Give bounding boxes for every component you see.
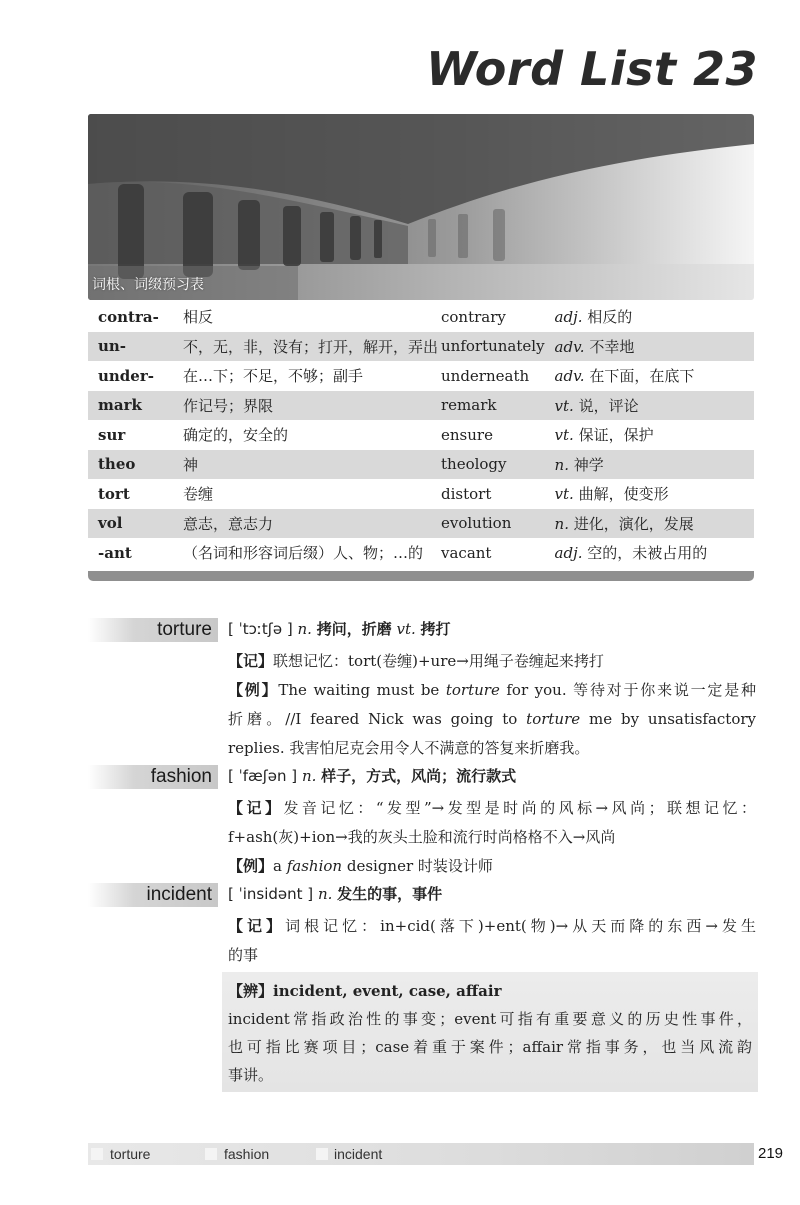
entry-incident-definition	[228, 881, 756, 907]
table-row	[88, 391, 754, 421]
example-text: for you. 等待对于你来说一定是种	[499, 681, 756, 699]
pos-label: vt.	[554, 485, 574, 504]
photo-caption: 词根、词缀预习表	[92, 277, 204, 293]
table-row	[88, 509, 754, 539]
table-row	[88, 302, 754, 332]
example-keyword: fashion	[286, 857, 343, 875]
example-word-cell: contrary	[441, 307, 506, 326]
example-keyword: torture	[445, 681, 500, 699]
tree-tunnel-image	[88, 114, 754, 300]
table-row	[88, 538, 754, 568]
meaning-cell: 不，无，非，没有；打开，解开，弄出	[173, 332, 439, 362]
pos-label: vt.	[554, 426, 574, 445]
example-word-cell: unfortunately	[439, 332, 545, 362]
pos-label: n.	[554, 514, 569, 533]
example-word-cell: underneath	[441, 366, 530, 385]
headword-band-fashion	[88, 765, 218, 789]
definition-text: 不幸地	[589, 337, 635, 356]
pronunciation: [ ˈinsidənt ]	[228, 885, 314, 903]
definition-text: 曲解，使变形	[578, 485, 669, 504]
memo-tag: 【记】	[228, 652, 274, 670]
meaning-cell: 相反	[183, 308, 214, 327]
example-word-cell: distort	[441, 484, 492, 503]
example-word-cell: remark	[439, 391, 545, 421]
root-cell: theo	[88, 450, 173, 480]
checkbox-icon	[91, 1148, 103, 1160]
table-row	[88, 450, 754, 480]
entry-fashion-memo-line-2	[228, 824, 756, 850]
pronunciation: [ ˈfæʃən ]	[228, 767, 298, 785]
entry-torture-definition	[228, 616, 756, 642]
table-row	[88, 479, 754, 509]
root-cell: contra-	[98, 307, 159, 326]
entry-torture-example-line-2	[228, 706, 756, 732]
meaning-cell: 卷缠	[183, 485, 214, 504]
definition-text: 空的，未被占用的	[587, 544, 708, 563]
checkbox-icon	[205, 1148, 217, 1160]
root-cell: vol	[88, 509, 173, 539]
definition-cell	[545, 509, 754, 539]
definition-cell	[545, 332, 754, 362]
footer-word: incident	[334, 1146, 383, 1162]
pronunciation: [ ˈtɔːtʃə ]	[228, 620, 293, 638]
definition-text: 神学	[573, 455, 604, 474]
memo-tag: 【记】	[228, 917, 286, 935]
table-bottom-bar	[88, 571, 754, 581]
entry-fashion-example	[228, 853, 756, 879]
example-word-cell: theology	[439, 450, 545, 480]
headword-fashion: fashion	[150, 766, 212, 787]
pos-label: n.	[317, 885, 333, 903]
definition-cell	[545, 538, 754, 568]
example-tag: 【例】	[228, 681, 279, 699]
example-text: a	[273, 857, 287, 875]
memo-text: f+ash(灰)+ion→我的灰头土脸和流行时尚格格不入→风尚	[228, 828, 616, 846]
definition-cell	[545, 479, 754, 509]
headword-incident: incident	[146, 884, 212, 905]
definition-text: 进化，演化，发展	[573, 514, 694, 533]
example-word-cell: evolution	[439, 509, 545, 539]
root-affix-table	[88, 302, 754, 568]
definition-text: 相反的	[587, 308, 633, 327]
meaning-cell: 作记号；界限	[173, 391, 439, 421]
memo-text: 的事	[228, 946, 259, 964]
entry-fashion-memo-line-1	[228, 795, 756, 821]
meaning-cell: 神	[173, 450, 439, 480]
pos-label: vt.	[396, 620, 416, 638]
table-row	[88, 361, 754, 391]
entry-torture-example-line-3	[228, 735, 756, 761]
headword-torture: torture	[157, 619, 212, 640]
definition-cell	[545, 420, 754, 450]
example-text: replies. 我害怕尼克会用令人不满意的答复来折磨我。	[228, 739, 590, 757]
example-text: me by unsatisfactory	[580, 710, 756, 728]
root-cell: mark	[88, 391, 173, 421]
page-number: 219	[758, 1145, 784, 1162]
memo-tag: 【记】	[228, 799, 284, 817]
meaning-cell: （名词和形容词后缀）人、物；…的	[183, 544, 424, 563]
pos-label: n.	[301, 767, 317, 785]
root-cell: under-	[98, 366, 154, 385]
definition-cell	[545, 361, 754, 391]
footer-word: torture	[110, 1146, 151, 1162]
meaning-cell: 确定的，安全的	[183, 426, 289, 445]
definition-text: 说，评论	[578, 396, 639, 415]
root-cell: un-	[88, 332, 173, 362]
header-photo	[88, 114, 754, 300]
definition-text: 样子，方式，风尚；流行款式	[321, 767, 517, 785]
distinction-title	[228, 978, 752, 1004]
checkbox-icon	[316, 1148, 328, 1160]
page-title: Word List 23	[426, 42, 758, 96]
meaning-cell: 意志，意志力	[173, 509, 439, 539]
meaning-cell: 在…下；不足，不够；副手	[183, 367, 364, 386]
memo-text: 词根记忆：in+cid(落下)+ent(物)→从天而降的东西→发生	[285, 917, 756, 935]
distinction-title-text: incident, event, case, affair	[273, 982, 502, 1000]
root-cell: tort	[98, 484, 130, 503]
entry-torture-memo	[228, 648, 756, 674]
distinction-box	[222, 972, 758, 1092]
table-row	[88, 332, 754, 362]
distinction-line-3: 事讲。	[228, 1066, 274, 1084]
root-cell: -ant	[98, 543, 132, 562]
distinction-tag: 【辨】	[228, 982, 274, 1000]
pos-label: adj.	[554, 308, 583, 327]
example-word-cell: vacant	[441, 543, 492, 562]
entry-fashion-definition	[228, 763, 756, 789]
example-tag: 【例】	[228, 857, 274, 875]
definition-text: 拷问，折磨	[316, 620, 392, 638]
pos-label: adv.	[554, 367, 585, 386]
definition-cell	[545, 450, 754, 480]
pos-label: adj.	[554, 544, 583, 563]
footer-word: fashion	[224, 1146, 270, 1162]
example-text: 折磨。//I feared Nick was going to	[228, 710, 527, 728]
pos-label: vt.	[554, 396, 574, 415]
entry-torture-example-line-1	[228, 677, 756, 703]
definition-text: 保证，保护	[578, 426, 654, 445]
pos-label: n.	[554, 455, 569, 474]
pos-label: n.	[297, 620, 312, 638]
distinction-line-2: 也可指比赛项目；case着重于案件；affair常指事务，也当风流韵	[228, 1038, 752, 1056]
root-cell: sur	[98, 425, 126, 444]
definition-cell	[545, 391, 754, 421]
table-row	[88, 420, 754, 450]
footer-word-strip	[88, 1143, 754, 1165]
definition-text: 拷打	[420, 620, 451, 638]
example-text: The waiting must be	[278, 681, 446, 699]
definition-cell	[545, 302, 754, 332]
headword-band-torture	[88, 618, 218, 642]
distinction-line-1: incident常指政治性的事变；event可指有重要意义的历史性事件，	[228, 1010, 752, 1028]
example-text: designer 时装设计师	[342, 857, 493, 875]
example-word-cell: ensure	[441, 425, 493, 444]
headword-band-incident	[88, 883, 218, 907]
entry-incident-memo-line-1	[228, 913, 756, 939]
memo-text: 联想记忆：tort(卷缠)+ure→用绳子卷缠起来拷打	[273, 652, 604, 670]
example-keyword: torture	[526, 710, 581, 728]
definition-text: 在下面，在底下	[589, 367, 695, 386]
entry-incident-memo-line-2	[228, 942, 756, 968]
memo-text: 发音记忆：“发型”→发型是时尚的风标→风尚；联想记忆：	[283, 799, 756, 817]
pos-label: adv.	[554, 337, 585, 356]
definition-text: 发生的事，事件	[337, 885, 443, 903]
